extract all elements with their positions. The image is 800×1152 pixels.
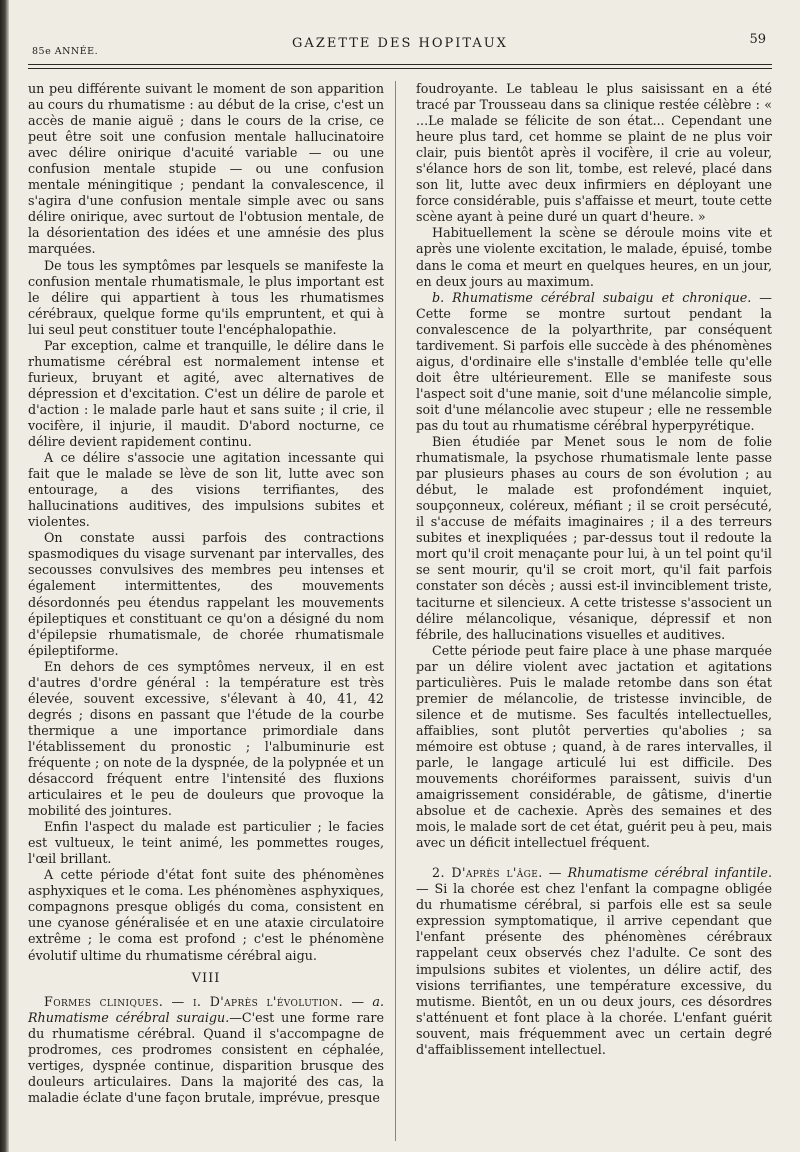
subsection-title: b. Rhumatisme cérébral subaigu et chronique.: [432, 289, 752, 305]
paragraph-text: — Si la chorée est chez l'enfant la compagne obligée du rhumatisme cérébral, si parfois elle est sa seule expression symptomatique, il arrive cependant que l'enfant présente des phénomènes cérébraux rappelant ceux observés chez l'adulte. Ce sont des impulsions subites et violentes, un délire actif, des visions terrifiantes, une température excessive, du mutisme. Bientôt, en un ou deux jours, ces désordres s'atténuent et font place à la chorée. L'enfant guérit souvent, mais fréquemment avec un certain degré d'affaiblissement intellectuel.: [416, 881, 772, 1057]
issue-label: 85e ANNÉE.: [32, 46, 99, 57]
paragraph: un peu différente suivant le moment de son apparition au cours du rhumatisme : au début de la crise, c'est un accès de manie aiguë ; dans le cours de la crise, ce peut être soit une confusion mentale hallucinatoire avec délire onirique d'acuité variable — ou une confusion mentale stupide — ou une confusion mentale méningitique ; pendant la convalescence, il s'agira d'une confusion mentale simple avec ou sans délire onirique, avec surtout de l'obtusion mentale, de la désorientation des idées et une amnésie des plus marquées.: [28, 81, 384, 257]
right-column: [416, 81, 772, 1106]
paragraph: On constate aussi parfois des contractions spasmodiques du visage survenant par intervalles, des secousses convulsives des membres peu intenses et également intermittentes, des mouvements désordonnés peu étendus rappelant les mouvements épileptiques et constituant ce qu'on a désigné du nom d'épilepsie rhumatismale, de chorée rhumatismale épileptiforme.: [28, 530, 384, 658]
paragraph-text: — Cette forme se montre surtout pendant la convalescence de la polyarthrite, par conséquent tardivement. Si parfois elle succède à des phénomènes aigus, d'ordinaire elle s'installe d'emblée telle qu'elle doit être ultérieurement. Elle se manifeste sous l'aspect soit d'une manie, soit d'une mélancolie simple, soit d'une mélancolie avec stupeur ; elle ne ressemble pas du tout au rhumatisme cérébral hyperpyrétique.: [416, 289, 772, 433]
paragraph: En dehors de ces symptômes nerveux, il en est d'autres d'ordre général : la température est très élevée, souvent excessive, s'élevant à 40, 41, 42 degrés ; disons en passant que l'étude de la courbe thermique a une importance primordiale dans l'établissement du pronostic ; l'albuminurie est fréquente ; on note de la dyspnée, de la polypnée et un désaccord fréquent entre l'intensité des fluxions articulaires et le peu de douleurs que provoque la mobilité des jointures.: [28, 658, 384, 819]
paragraph: Enfin l'aspect du malade est particulier ; le facies est vultueux, le teint animé, les pommettes rouges, l'œil brillant.: [28, 819, 384, 867]
dash-separator: —: [542, 865, 568, 881]
subsection-label: Formes cliniques. — i. D'après l'évolution. —: [44, 993, 365, 1009]
newspaper-page: [28, 28, 772, 1128]
paragraph: Cette période peut faire place à une phase marquée par un délire violent avec jactation et agitations particulières. Puis le malade retombe dans son état premier de mélancolie, de tristesse invincible, de silence et de mutisme. Ses facultés intellectuelles, affaiblies, sont plutôt perverties qu'abolies ; sa mémoire est obtuse ; quand, à de rares intervalles, il parle, le langage articulé lui est difficile. Des mouvements choréiformes paraissent, suivis d'un amaigrissement considérable, de gâtisme, d'inertie absolue et de cachexie. Après des semaines et des mois, le malade sort de cet état, guérit peu à peu, mais avec un déficit intellectuel fréquent.: [416, 642, 772, 851]
page-number: 59: [749, 32, 766, 47]
page-binding-edge: [0, 0, 9, 1152]
paragraph-forms: [28, 994, 384, 1106]
subsection-title: Rhumatisme cérébral infantile.: [567, 865, 772, 881]
page-header: [28, 28, 772, 62]
section-heading: VIII: [191, 970, 221, 986]
subsection-label: 2. D'après l'âge.: [432, 865, 543, 881]
paragraph-text: —C'est une forme rare du rhumatisme cérébral. Quand il s'accompagne de prodromes, ces prodromes consistent en céphalée, vertiges, dyspnée continue, disparition brusque des douleurs articulaires. Dans la majorité des cas, la maladie éclate d'une façon brutale, imprévue, presque: [28, 1009, 384, 1105]
paragraph-gap: [416, 851, 772, 865]
header-rule: [28, 64, 772, 69]
paragraph: foudroyante. Le tableau le plus saisissant en a été tracé par Trousseau dans sa clinique restée célèbre : « ...Le malade se félicite de son état... Cependant une heure plus tard, cet homme se plaint de ne plus voir clair, puis bientôt après il vocifère, il crie au voleur, s'élance hors de son lit, tombe, est relevé, placé dans son lit, lutte avec deux infirmiers en déployant une force considérable, puis s'affaisse et meurt, toute cette scène ayant à peine duré un quart d'heure. »: [416, 81, 772, 225]
text-columns: [28, 81, 772, 1106]
paragraph-age: [416, 865, 772, 1058]
paragraph: Habituellement la scène se déroule moins vite et après une violente excitation, le malade, épuisé, tombe dans le coma et meurt en quelques heures, en un jour, en deux jours au maximum.: [416, 225, 772, 289]
journal-title: GAZETTE DES HOPITAUX: [292, 36, 508, 51]
column-divider: [395, 81, 396, 1141]
paragraph: Bien étudiée par Menet sous le nom de folie rhumatismale, la psychose rhumatismale lente passe par plusieurs phases au cours de son évolution ; au début, le malade est profondément inquiet, soupçonneux, coléreux, méfiant ; il se croit persécuté, il s'accuse de méfaits imaginaires ; il a des terreurs subites et inexpliquées ; par-dessus tout il redoute la mort qu'il croit menaçante pour lui, à un tel point qu'il se sent mourir, qu'il se croit mort, qu'il fait parfois constater son décès ; aussi est-il invinciblement triste, taciturne et silencieux. A cette tristesse s'associent un délire mélancolique, vésanique, dépressif et non fébrile, des hallucinations visuelles et auditives.: [416, 434, 772, 642]
left-column: [28, 81, 384, 1106]
subsection-title: a. Rhumatisme cérébral suraigu.: [28, 993, 384, 1025]
paragraph-subacute: [416, 290, 772, 434]
paragraph: A ce délire s'associe une agitation incessante qui fait que le malade se lève de son lit, lutte avec son entourage, a des visions terrifiantes, des hallucinations auditives, des impulsions subites et violentes.: [28, 450, 384, 530]
paragraph: De tous les symptômes par lesquels se manifeste la confusion mentale rhumatismale, le plus important est le délire qui appartient à tous les rhumatismes cérébraux, quelque forme qu'ils empruntent, et qui à lui seul peut constituer toute l'encéphalopathie.: [28, 257, 384, 337]
paragraph: A cette période d'état font suite des phénomènes asphyxiques et le coma. Les phénomènes asphyxiques, compagnons presque obligés du coma, consistent en une cyanose généralisée et en une ataxie circulatoire extrême ; le coma est profond ; c'est le phénomène évolutif ultime du rhumatisme cérébral aigu.: [28, 867, 384, 963]
paragraph: Par exception, calme et tranquille, le délire dans le rhumatisme cérébral est normalement intense et furieux, bruyant et agité, avec alternatives de dépression et d'excitation. C'est un délire de parole et d'action : le malade parle haut et sans suite ; il crie, il vocifère, il injurie, il maudit. D'abord nocturne, ce délire devient rapidement continu.: [28, 337, 384, 450]
